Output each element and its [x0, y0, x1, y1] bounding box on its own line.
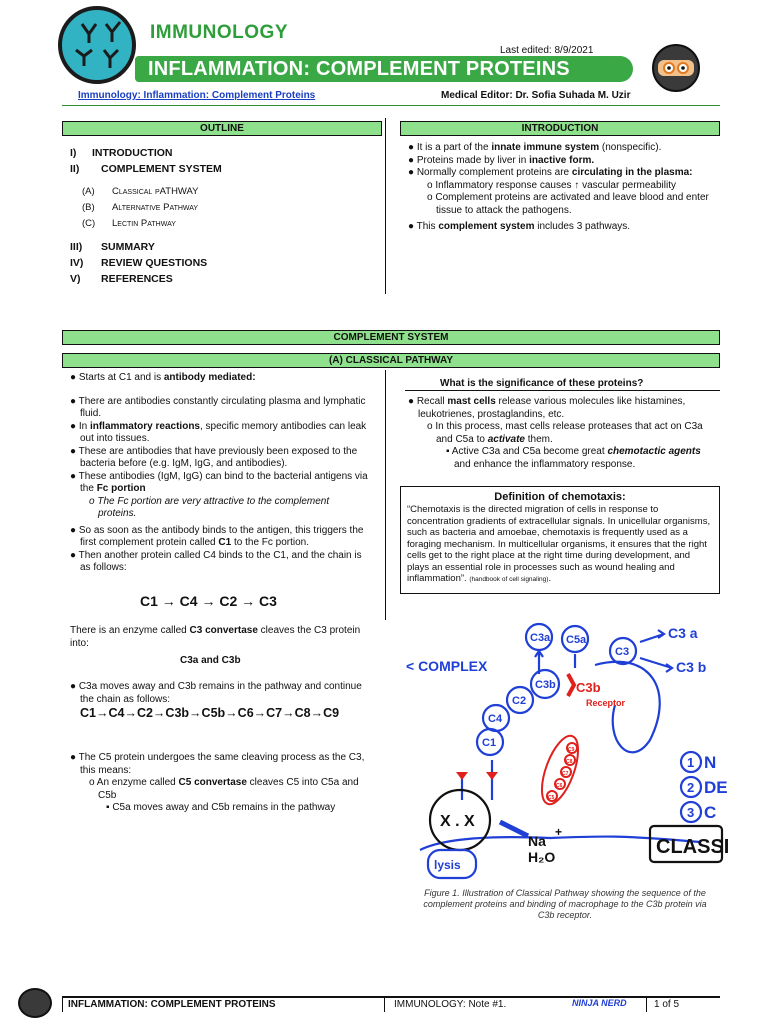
label-c3b-red: C3b: [576, 680, 601, 695]
c3b-receptor-bracket: [568, 674, 574, 696]
outline-item-summary[interactable]: SUMMARY: [101, 241, 155, 253]
header-divider: [62, 105, 720, 106]
intro-bullet-3: ● Normally complement proteins are circulating in the plasma:: [408, 167, 693, 178]
mac-channel: [500, 822, 528, 836]
c5-subsub: ▪ C5a moves away and C5b remains in the pathway: [106, 802, 336, 813]
classical-sub-5: o The Fc portion are very attractive to the complement proteins.: [89, 495, 330, 519]
classical-heading: (A) CLASSICAL PATHWAY: [62, 353, 720, 368]
antibody-icon: [62, 10, 132, 80]
classical-bullet-4: ● These are antibodies that have previously been exposed to the bacteria before (e.g. IgM, IgG, and antibodies).: [70, 445, 358, 469]
footer-tick-3: [646, 998, 647, 1012]
footer-page: 1 of 5: [654, 999, 680, 1010]
label-na: Na: [528, 833, 546, 849]
classical-pathway-figure: [400, 610, 730, 888]
classical-bullet-3: ● In inflammatory reactions, specific memory antibodies can leak out into tissues.: [70, 420, 367, 444]
mast-cell-bullet: ● Recall mast cells release various molecules like histamines, leukotrienes, prostaglandins, etc.: [408, 396, 686, 420]
label-plus: +: [555, 825, 563, 839]
definition-title: Definition of chemotaxis:: [494, 491, 626, 503]
c3-convertase-text: There is an enzyme called C3 convertase cleaves the C3 protein into:: [70, 625, 361, 649]
classical-bullet-1: ● Starts at C1 and is antibody mediated:: [70, 372, 256, 383]
intro-bullet-4: ● This complement system includes 3 pathways.: [408, 221, 631, 232]
complement-heading: COMPLEMENT SYSTEM: [62, 330, 720, 345]
label-c3b: C3b: [535, 679, 556, 691]
figure-caption: Figure 1. Illustration of Classical Pathway showing the sequence of the complement proteins and binding of macrophage to the C3b protein via C3b receptor.: [423, 888, 707, 920]
c5-bullet: ● The C5 protein undergoes the same cleaving process as the C3, this means:: [70, 752, 365, 776]
arrow-c3a: [640, 630, 664, 642]
label-c5a: C5a: [566, 634, 587, 646]
chemotactic-subsub: ▪ Active C3a and C5a become great chemotactic agents and enhance the inflammatory response.: [446, 446, 701, 470]
label-classi: CLASSI: [656, 836, 730, 858]
classical-text-2: [70, 625, 370, 650]
introduction-heading: INTRODUCTION: [400, 121, 720, 136]
chemotaxis-definition-box: [400, 486, 720, 594]
label-n1: 1: [687, 755, 695, 770]
mac-chain-outline: [535, 731, 586, 808]
outline-item-references[interactable]: REFERENCES: [101, 273, 173, 285]
definition-body: “Chemotaxis is the directed migration of cells in response to concentration gradients of extracellular signals. In unicellular organisms, such as bacteria and amoebae, chemotaxis is frequently used as a foraging mechanism. In multicellular organisms, it ensures that the right cells get to the right place at the right time during development, and plays an essential role in processes such as wound healing and inflammation”. (handbook of cell signaling).: [407, 504, 711, 584]
outline-item-introduction[interactable]: INTRODUCTION: [92, 147, 173, 159]
outline-sub-lectin[interactable]: Lectin Pathway: [112, 218, 176, 229]
mac-c6: C6: [556, 783, 563, 789]
label-c3a: C3a: [530, 632, 551, 644]
mac-c7: C7: [562, 771, 569, 777]
footer-ninja-icon: [18, 988, 52, 1018]
label-n3: 3: [687, 805, 695, 820]
column-divider: [385, 118, 386, 294]
intro-bullet-2: ● Proteins made by liver in inactive form.: [408, 154, 595, 166]
page-title: INFLAMMATION: COMPLEMENT PROTEINS: [148, 58, 570, 80]
classical-bullet-6: ● So as soon as the antibody binds to the antigen, this triggers the first complement protein called C1 to the Fc portion.: [70, 524, 364, 548]
subject-title: IMMUNOLOGY: [150, 22, 288, 43]
footer-note: IMMUNOLOGY: Note #1.: [394, 999, 507, 1010]
label-h2o: H₂O: [528, 849, 556, 865]
footer-tick-1: [62, 998, 63, 1012]
outline-item-complement-system[interactable]: COMPLEMENT SYSTEM: [101, 163, 222, 175]
c3a-bullet: ● C3a moves away and C3b remains in the pathway and continue the chain as follows:: [70, 681, 362, 705]
intro-sub-1: o Inflammatory response causes ↑ vascular permeability: [427, 179, 676, 191]
question-underline: [405, 390, 720, 391]
label-receptor: Receptor: [586, 698, 626, 708]
label-c3a-out: C3 a: [668, 625, 698, 641]
outline-num-4: IV): [70, 257, 84, 269]
significance-text: [408, 396, 718, 471]
classical-text: [70, 372, 370, 575]
c3-split: C3a and C3b: [180, 655, 241, 666]
outline-sub-num-a: (A): [82, 186, 95, 197]
footer-title: INFLAMMATION: COMPLEMENT PROTEINS: [68, 999, 276, 1010]
mac-c9: C9: [568, 747, 575, 753]
ninja-mascot-icon: [652, 44, 700, 92]
chain-1: C1 → C4 → C2 → C3: [140, 593, 277, 609]
label-n2: 2: [687, 780, 695, 795]
outline-num-2: II): [70, 163, 80, 175]
outline-sub-num-c: (C): [82, 218, 96, 229]
label-c3: C3: [615, 646, 630, 658]
c5-sub: o An enzyme called C5 convertase cleaves C5 into C5a and C5b: [89, 777, 359, 801]
label-c4: C4: [488, 713, 503, 725]
outline-num-5: V): [70, 273, 81, 285]
last-edited: Last edited: 8/9/2021: [500, 45, 594, 56]
intro-bullet-1: ● It is a part of the innate immune system (nonspecific).: [408, 142, 662, 153]
label-n1-text: N: [704, 753, 717, 772]
label-complex: < COMPLEX: [406, 658, 488, 674]
column-divider-2: [385, 370, 386, 620]
classical-bullet-5: ● These antibodies (IgM, IgG) can bind to the bacterial antigens via the Fc portion: [70, 470, 368, 494]
outline-sub-classical[interactable]: Classical pATHWAY: [112, 186, 199, 197]
medical-editor: Medical Editor: Dr. Sofia Suhada M. Uzir: [441, 90, 631, 101]
outline-item-review[interactable]: REVIEW QUESTIONS: [101, 257, 208, 269]
outline-sub-alternative[interactable]: Alternative Pathway: [112, 202, 199, 213]
classical-bullet-2: ● There are antibodies constantly circulating plasma and lymphatic fluid.: [70, 395, 366, 419]
footer-tick-2: [384, 998, 385, 1012]
mac-c8: C8: [566, 759, 573, 765]
intro-sub-2: o Complement proteins are activated and leave blood and enter tissue to attack the pathogens.: [427, 192, 709, 216]
outline-num-3: III): [70, 241, 83, 253]
classical-bullet-7: ● Then another protein called C4 binds to the C1, and the chain is as follows:: [70, 549, 362, 573]
label-xx: X . X: [440, 813, 475, 830]
breadcrumb-link[interactable]: Immunology: Inflammation: Complement Proteins: [78, 90, 316, 101]
label-n2-text: DE: [704, 778, 728, 797]
label-c3b-out: C3 b: [676, 659, 707, 675]
label-c2: C2: [512, 695, 527, 707]
chain-2: C1→C4→C2→C3b→C5b→C6→C7→C8→C9: [80, 706, 340, 720]
intro-bullets: [408, 142, 718, 234]
label-n3-text: C: [704, 803, 717, 822]
c5-text: [70, 752, 370, 815]
protease-sub: o In this process, mast cells release proteases that act on C3a and C5a to activate them.: [427, 421, 703, 445]
outline-sub-num-b: (B): [82, 202, 95, 213]
outline-num-1: I): [70, 147, 77, 159]
label-c1: C1: [482, 737, 497, 749]
footer-brand: NINJA NERD: [572, 998, 627, 1008]
significance-question: What is the significance of these proteins?: [440, 378, 644, 389]
mac-c5: C5: [548, 795, 555, 801]
outline-heading: OUTLINE: [62, 121, 382, 136]
immunology-logo: [58, 6, 136, 84]
label-lysis: lysis: [434, 858, 461, 872]
